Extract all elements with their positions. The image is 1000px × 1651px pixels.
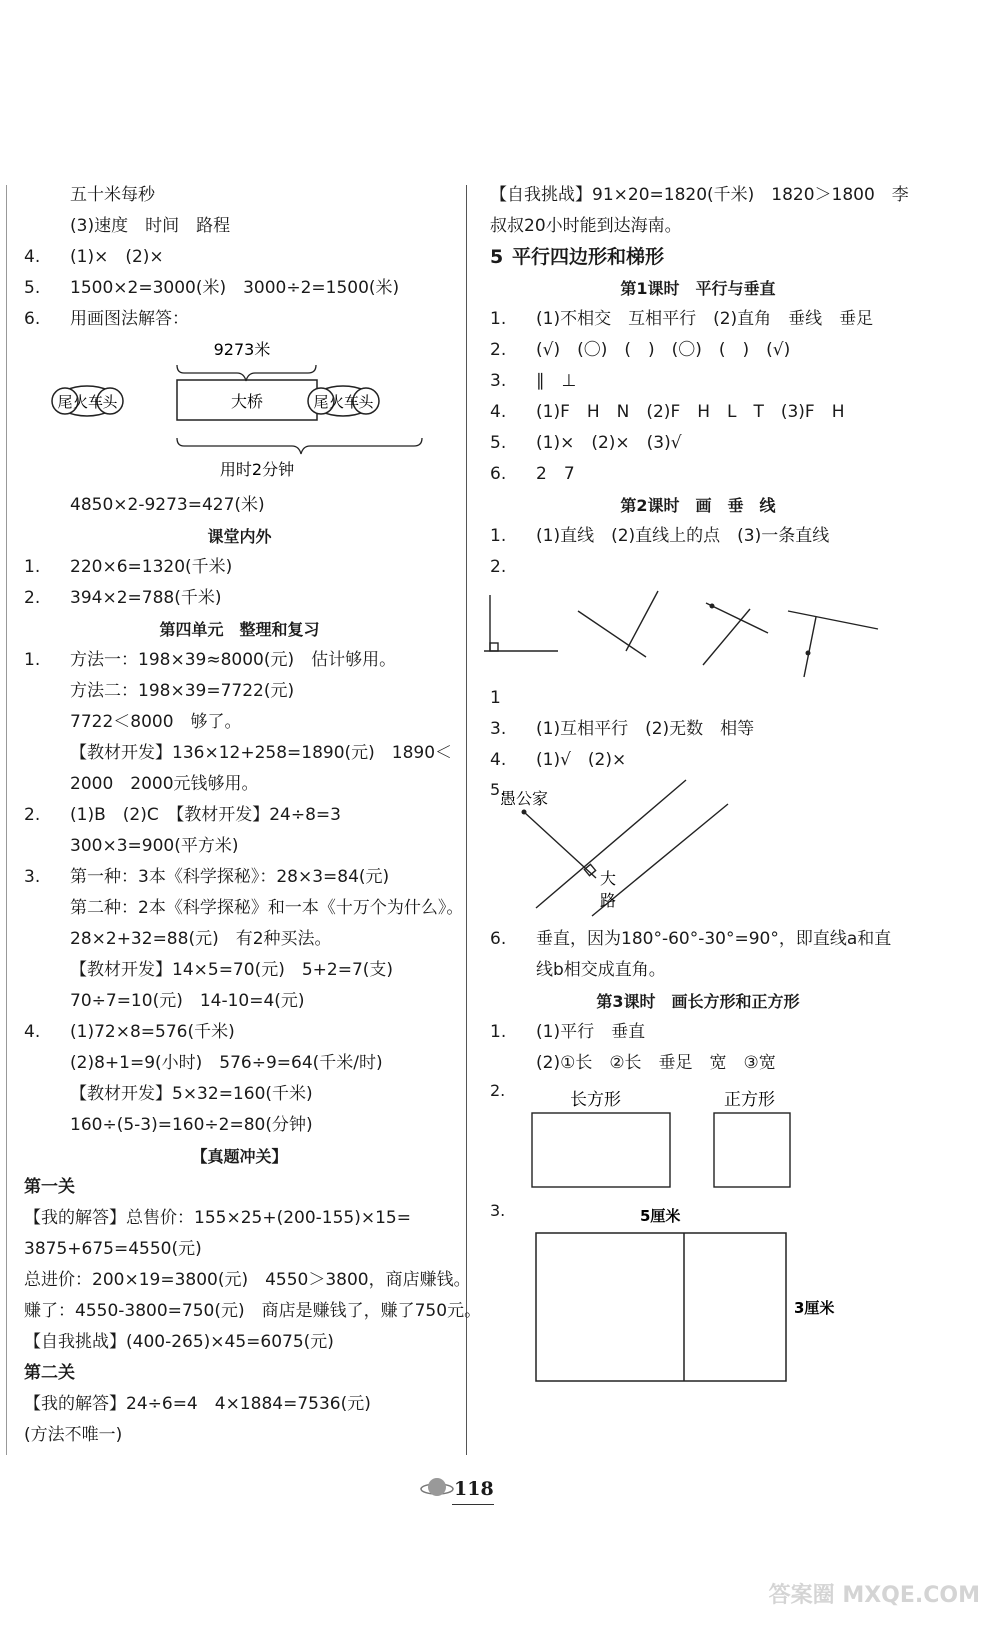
item-number: 1. bbox=[490, 526, 507, 546]
item-number: 1. bbox=[24, 650, 41, 670]
rectangle-label: 长方形 bbox=[570, 1090, 621, 1110]
answer-text: (1)互相平行 (2)无数 相等 bbox=[536, 719, 755, 739]
answer-text: 方法二：198×39=7722(元) bbox=[70, 681, 295, 701]
item-number: 1. bbox=[24, 557, 41, 577]
item-number: 3. bbox=[490, 1201, 506, 1220]
lesson-heading: 第2课时 画 垂 线 bbox=[620, 496, 776, 515]
answer-text: 用画图法解答： bbox=[70, 309, 189, 329]
item-number: 5. bbox=[490, 780, 506, 799]
perpendicular-drawings bbox=[478, 583, 918, 683]
road-diagram bbox=[478, 776, 918, 924]
home-label: 愚公家 bbox=[500, 789, 549, 808]
item-number: 4. bbox=[24, 1022, 41, 1042]
page-number: 118 bbox=[454, 1478, 494, 1500]
distance-label: 9273米 bbox=[213, 340, 271, 359]
answer-text: 28×2+32=88(元) 有2种买法。 bbox=[70, 929, 332, 949]
answer-text: (√) (〇) ( ) (〇) ( ) (√) bbox=[536, 340, 791, 360]
road-label-2: 路 bbox=[600, 891, 617, 910]
width-label: 3厘米 bbox=[794, 1299, 835, 1317]
road-label-1: 大 bbox=[600, 869, 617, 888]
answer-text: 2 7 bbox=[536, 464, 575, 484]
train-bridge-diagram bbox=[12, 335, 467, 490]
answer-text: (1)直线 (2)直线上的点 (3)一条直线 bbox=[536, 526, 830, 546]
item-number: 1. bbox=[490, 1022, 507, 1042]
item-number: 2. bbox=[24, 588, 41, 608]
right-column bbox=[478, 180, 918, 1389]
answer-text: 4850×2-9273=427(米) bbox=[70, 495, 265, 515]
item-number: 2. bbox=[490, 557, 507, 577]
answer-text: 394×2=788(千米) bbox=[70, 588, 222, 608]
answer-text: 220×6=1320(千米) bbox=[70, 557, 233, 577]
answer-text: 【教材开发】136×12+258=1890(元) 1890＜ bbox=[70, 743, 453, 763]
answer-text: 【我的解答】24÷6=4 4×1884=7536(元) bbox=[24, 1394, 371, 1414]
train-tail-label: 尾 bbox=[57, 393, 73, 411]
answer-text: (1)× (2)× bbox=[70, 247, 164, 267]
answer-text: (1)B (2)C 【教材开发】24÷8=3 bbox=[70, 805, 341, 825]
answer-text: 【教材开发】5×32=160(千米) bbox=[70, 1084, 313, 1104]
left-column bbox=[12, 180, 482, 1451]
item-number: 2. bbox=[490, 340, 507, 360]
answer-text: 【自我挑战】(400-265)×45=6075(元) bbox=[24, 1332, 334, 1352]
time-label: 用时2分钟 bbox=[219, 460, 295, 479]
answer-text: 7722＜8000 够了。 bbox=[70, 712, 242, 732]
train-label: 火车 bbox=[328, 393, 360, 411]
item-number: 1. bbox=[490, 309, 507, 329]
answer-text: 垂直，因为180°-60°-30°=90°，即直线a和直 bbox=[536, 929, 892, 949]
rectangle-square-drawings bbox=[478, 1079, 918, 1199]
section-title: 平行四边形和梯形 bbox=[512, 246, 665, 268]
section-heading: 第四单元 整理和复习 bbox=[159, 620, 320, 639]
page-number-underline bbox=[452, 1504, 494, 1505]
item-number: 6. bbox=[490, 929, 507, 949]
item-number: 5. bbox=[490, 433, 507, 453]
answer-text: 300×3=900(平方米) bbox=[70, 836, 239, 856]
answer-text: 160÷(5-3)=160÷2=80(分钟) bbox=[70, 1115, 313, 1135]
section-number: 5 bbox=[490, 246, 504, 268]
item-number: 6. bbox=[490, 464, 507, 484]
answer-text: (1)√ (2)× bbox=[536, 750, 627, 770]
answer-text: 【我的解答】总售价：155×25+(200-155)×15= bbox=[24, 1208, 411, 1228]
lesson-heading: 第3课时 画长方形和正方形 bbox=[596, 992, 800, 1011]
item-number: 3. bbox=[490, 371, 507, 391]
answer-text: 【自我挑战】91×20=1820(千米) 1820＞1800 李 bbox=[490, 185, 909, 205]
item-number: 3. bbox=[24, 867, 41, 887]
answer-text: 叔叔20小时能到达海南。 bbox=[490, 216, 682, 236]
train-tail-label: 尾 bbox=[313, 393, 329, 411]
level-heading: 第一关 bbox=[24, 1177, 75, 1197]
bridge-label: 大桥 bbox=[230, 392, 264, 411]
level-heading: 第二关 bbox=[24, 1363, 75, 1383]
item-number: 4. bbox=[24, 247, 41, 267]
answer-text: 赚了：4550-3800=750(元) 商店是赚钱了，赚了750元。 bbox=[24, 1301, 482, 1321]
answer-text: 70÷7=10(元) 14-10=4(元) bbox=[70, 991, 305, 1011]
answer-text: 3875+675=4550(元) bbox=[24, 1239, 202, 1259]
train-label: 火车 bbox=[72, 393, 104, 411]
answer-text: (1)F H N (2)F H L T (3)F H bbox=[536, 402, 845, 422]
answer-text: (1)平行 垂直 bbox=[536, 1022, 646, 1042]
watermark: 答案圈 MXQE.COM bbox=[768, 1583, 980, 1608]
lesson-heading: 第1课时 平行与垂直 bbox=[620, 279, 776, 298]
answer-text: (2)8+1=9(小时) 576÷9=64(千米/时) bbox=[70, 1053, 383, 1073]
train-head-label: 头 bbox=[358, 393, 374, 411]
item-number: 5. bbox=[24, 278, 41, 298]
answer-text: 1500×2=3000(米) 3000÷2=1500(米) bbox=[70, 278, 400, 298]
answer-text: (1)72×8=576(千米) bbox=[70, 1022, 235, 1042]
item-number: 6. bbox=[24, 309, 41, 329]
answer-text: 方法一：198×39≈8000(元) 估计够用。 bbox=[70, 650, 397, 670]
item-number: 4. bbox=[490, 750, 507, 770]
answer-text: 总进价：200×19=3800(元) 4550＞3800，商店赚钱。 bbox=[24, 1270, 471, 1290]
answer-text: (1)不相交 互相平行 (2)直角 垂线 垂足 bbox=[536, 309, 874, 329]
text-line: (3)速度 时间 路程 bbox=[70, 216, 231, 236]
answer-text: (1)× (2)× (3)√ bbox=[536, 433, 682, 453]
item-number: 2. bbox=[490, 1081, 506, 1100]
item-number: 3. bbox=[490, 719, 507, 739]
answer-text: (2)①长 ②长 垂足 宽 ③宽 bbox=[536, 1053, 776, 1073]
answer-text: 第一种：3本《科学探秘》：28×3=84(元) bbox=[70, 867, 390, 887]
footnote-text: 1 bbox=[490, 688, 501, 708]
planet-icon bbox=[420, 1474, 454, 1502]
text-line: 五十米每秒 bbox=[70, 185, 155, 205]
item-number: 4. bbox=[490, 402, 507, 422]
section-heading: 课堂内外 bbox=[207, 527, 272, 546]
length-label: 5厘米 bbox=[640, 1207, 681, 1225]
answer-text: 第二种：2本《科学探秘》和一本《十万个为什么》。 bbox=[70, 898, 464, 918]
measured-rectangle-drawing bbox=[478, 1199, 918, 1389]
item-number: 2. bbox=[24, 805, 41, 825]
answer-text: 线b相交成直角。 bbox=[536, 960, 666, 980]
answer-text: ∥ ⊥ bbox=[536, 371, 577, 391]
answer-text: 【教材开发】14×5=70(元) 5+2=7(支) bbox=[70, 960, 394, 980]
answer-text: (方法不唯一) bbox=[24, 1425, 123, 1445]
section-heading: 【真题冲关】 bbox=[191, 1147, 288, 1166]
square-label: 正方形 bbox=[724, 1090, 775, 1110]
answer-text: 2000 2000元钱够用。 bbox=[70, 774, 259, 794]
train-head-label: 头 bbox=[102, 393, 118, 411]
left-margin-rule bbox=[6, 185, 7, 1455]
